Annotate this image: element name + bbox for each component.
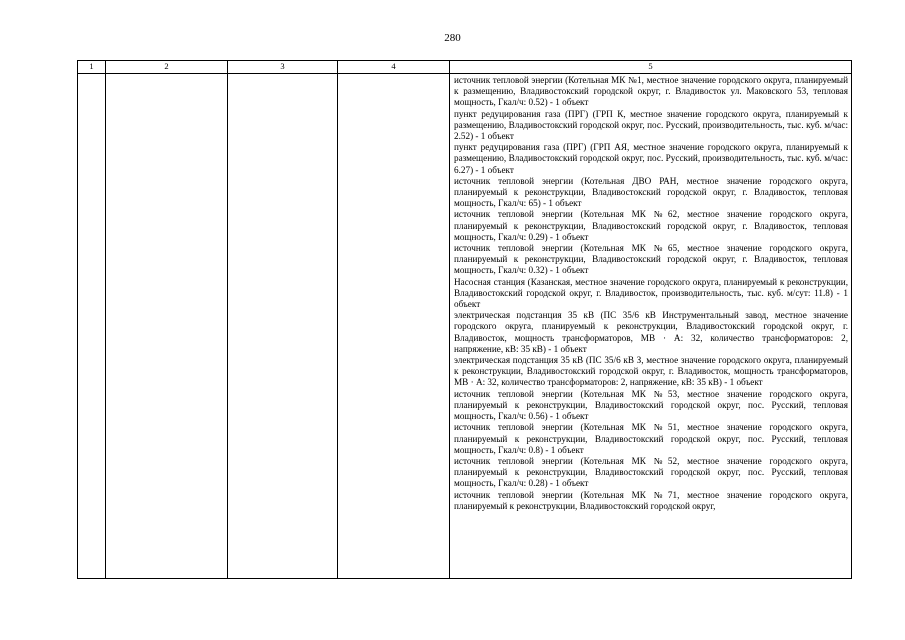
column-header-2: 2: [106, 61, 228, 74]
page-number: 280: [444, 32, 461, 44]
column-5-cell: [450, 74, 852, 579]
object-entry: источник тепловой энергии (Котельная МК №53, местное значение городского округа, планируемый к реконструкции, Владивостокский городской округ, пос. Русский, тепловая мощность, Гкал/ч: 0.56) - 1 объект: [454, 388, 848, 422]
column-3-cell: [228, 74, 338, 579]
object-entry: электрическая подстанция 35 кВ (ПС 35/6 кВ З, местное значение городского округа, планируемый к реконструкции, Владивостокский городской округ, г. Владивосток, мощность трансформаторов, МВ · А: 32, количество трансформаторов: 2, напряжение, кВ: 35 кВ) - 1 объект: [454, 355, 848, 388]
object-entry: источник тепловой энергии (Котельная МК №1, местное значение городского округа, планируемый к размещению, Владивостокский городской округ, г. Владивосток ул. Маковского 53, тепловая мощность, Гкал/ч: 0.52) - 1 объект: [454, 75, 848, 108]
object-entry: источник тепловой энергии (Котельная МК №52, местное значение городского округа, планируемый к реконструкции, Владивостокский городской округ, пос. Русский, тепловая мощность, Гкал/ч: 0.28) - 1 объект: [454, 455, 848, 489]
table-body-row: [78, 74, 852, 579]
column-header-3: 3: [228, 61, 338, 74]
table-header-row: [78, 61, 852, 74]
object-entry: пункт редуцирования газа (ПРГ) (ГРП АЯ, местное значение городского округа, планируемый к размещению, Владивостокский городской округ, пос. Русский, производительность, тыс. куб. м/час: 6.27) - 1 объект: [454, 142, 848, 175]
object-entry: источник тепловой энергии (Котельная МК №62, местное значение городского округа, планируемый к реконструкции, Владивостокский городской округ, г. Владивосток, тепловая мощность, Гкал/ч: 0.29) - 1 объект: [454, 209, 848, 242]
column-2-cell: [106, 74, 228, 579]
column-4-cell: [338, 74, 450, 579]
object-entry: пункт редуцирования газа (ПРГ) (ГРП К, местное значение городского округа, планируемый к размещению, Владивостокский городской округ, пос. Русский, производительность, тыс. куб. м/час: 2.52) - 1 объект: [454, 108, 848, 142]
object-entry: электрическая подстанция 35 кВ (ПС 35/6 кВ Инструментальный завод, местное значение городского округа, планируемый к реконструкции, Владивостокский городской округ, г. Владивосток, мощность трансформаторов, МВ · А: 32, количество трансформаторов: 2, напряжение, кВ: 35 кВ) - 1 объект: [454, 310, 848, 354]
document-table: [77, 60, 852, 579]
object-entry: Насосная станция (Казанская, местное значение городского округа, планируемый к реконструкции, Владивостокский городской округ, г. Владивосток, производительность, тыс. куб. м/сут: 11.8) - 1 объект: [454, 276, 848, 310]
object-entry: источник тепловой энергии (Котельная ДВО РАН, местное значение городского округа, планируемый к реконструкции, Владивостокский городской округ, г. Владивосток, тепловая мощность, Гкал/ч: 65) - 1 объект: [454, 175, 848, 209]
column-header-4: 4: [338, 61, 450, 74]
object-entry: источник тепловой энергии (Котельная МК №51, местное значение городского округа, планируемый к реконструкции, Владивостокский городской округ, пос. Русский, тепловая мощность, Гкал/ч: 0.8) - 1 объект: [454, 422, 848, 455]
object-entry: источник тепловой энергии (Котельная МК №71, местное значение городского округа, планируемый к реконструкции, Владивостокский городской округ,: [454, 489, 848, 511]
column-header-1: 1: [78, 61, 106, 74]
object-entry: источник тепловой энергии (Котельная МК №65, местное значение городского округа, планируемый к реконструкции, Владивостокский городской округ, г. Владивосток, тепловая мощность, Гкал/ч: 0.32) - 1 объект: [454, 243, 848, 276]
column-header-5: 5: [450, 61, 852, 74]
column-1-cell: [78, 74, 106, 579]
